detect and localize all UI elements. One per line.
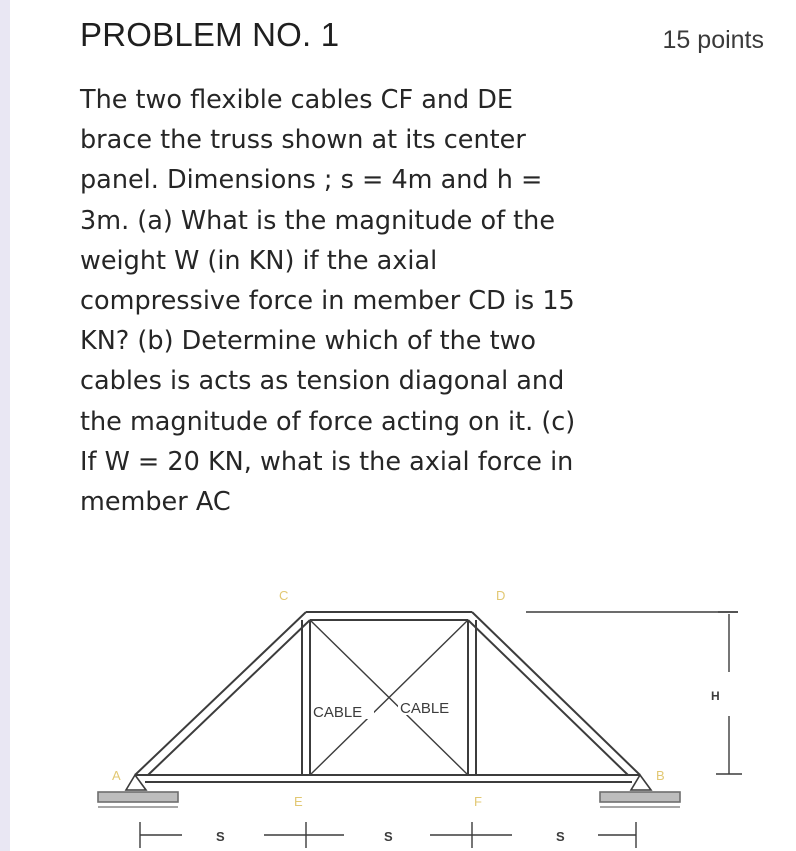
height-label: H	[711, 689, 720, 703]
height-dimension	[526, 612, 742, 774]
problem-line: KN? (b) Determine which of the two	[80, 326, 537, 357]
problem-line: cables is acts as tension diagonal and	[80, 366, 565, 397]
problem-line: compressive force in member CD is 15	[80, 286, 575, 317]
left-inclined-member	[135, 612, 306, 775]
problem-line: brace the truss shown at its center	[80, 125, 526, 156]
node-label-e: E	[294, 794, 303, 809]
right-inclined-member	[472, 612, 640, 775]
node-label-b: B	[656, 768, 665, 783]
node-label-c: C	[279, 588, 289, 603]
problem-statement	[80, 80, 640, 522]
problem-line: 3m. (a) What is the magnitude of the	[80, 205, 556, 236]
cable-label-left: CABLE	[313, 704, 363, 721]
problem-line: member AC	[80, 487, 231, 518]
cable-label-right: CABLE	[400, 700, 450, 717]
truss-diagram	[0, 560, 796, 851]
points-label: 15 points	[662, 26, 764, 54]
node-label-f: F	[474, 794, 482, 809]
left-inclined-member-inner	[148, 620, 310, 775]
problem-title: PROBLEM NO. 1	[80, 16, 340, 53]
problem-line: If W = 20 KN, what is the axial force in	[80, 446, 574, 477]
right-support	[600, 775, 680, 807]
problem-line: the magnitude of force acting on it. (c)	[80, 406, 576, 437]
node-label-a: A	[112, 768, 121, 783]
right-inclined-member-inner	[468, 620, 628, 775]
span-label-2: S	[384, 829, 393, 844]
problem-line: The two flexible cables CF and DE	[80, 85, 514, 115]
span-label-3: S	[556, 829, 565, 844]
problem-line: panel. Dimensions ; s = 4m and h =	[80, 165, 543, 196]
span-label-1: S	[216, 829, 225, 844]
left-support	[98, 775, 178, 807]
problem-line: weight W (in KN) if the axial	[80, 245, 438, 276]
node-label-d: D	[496, 588, 506, 603]
